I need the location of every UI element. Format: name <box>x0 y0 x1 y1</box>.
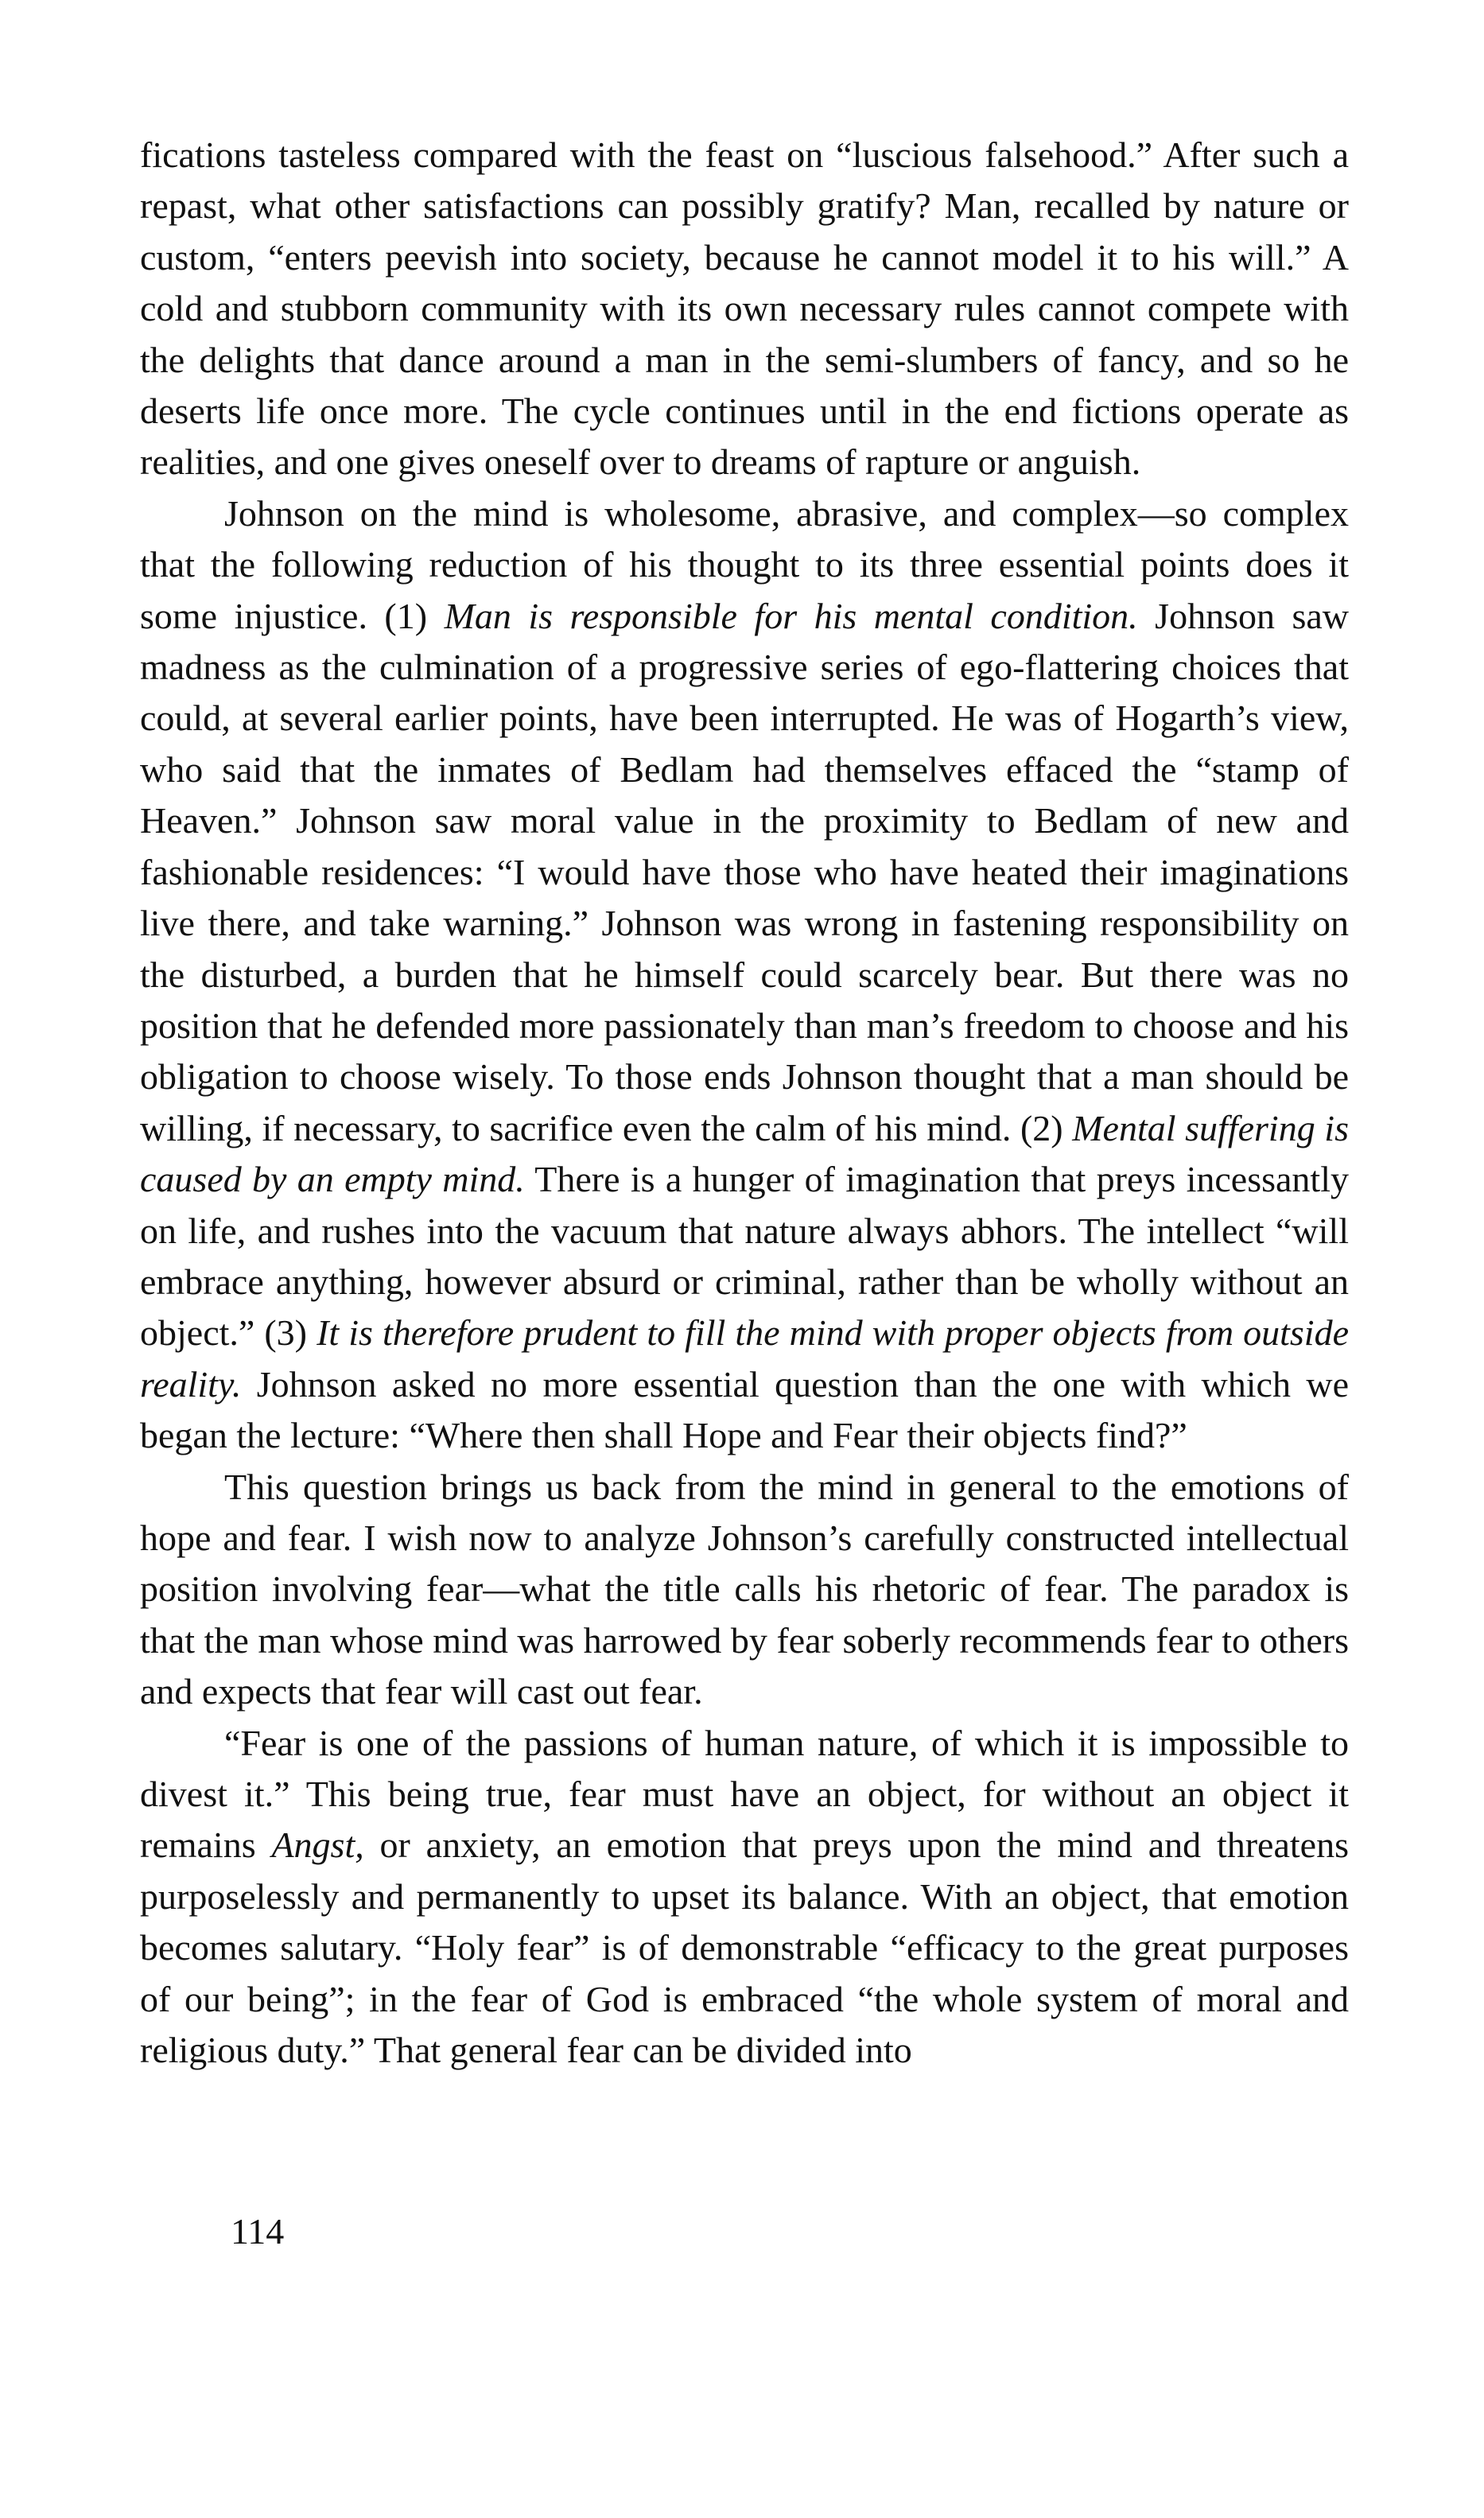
text-run: Johnson on the mind is wholesome, abrasive, and complex—so complex that the following reduction of his thought to its three essential points does it some injustice. (1) <box>140 492 1349 636</box>
text-run: Johnson saw madness as the culmination of a progressive series of ego-flattering choices that could, at several earlier points, have been interrupted. He was of Hogarth’s view, who said that the inmates of Bedlam had themselves effaced the “stamp of Heaven.” Johnson saw moral value in the proximity to Bedlam of new and fashionable residences: “I would have those who have heated their imaginations live there, and take warning.” Johnson was wrong in fastening responsibility on the disturbed, a burden that he himself could scarcely bear. But there was no position that he defended more passionately than man’s freedom to choose and his obligation to choose wisely. To those ends Johnson thought that a man should be willing, if necessary, to sacrifice even the calm of his mind. (2) <box>140 595 1349 1148</box>
page-number: 114 <box>231 2211 285 2252</box>
paragraph-3 <box>140 1462 1349 1718</box>
text-run: fications tasteless compared with the feast on “luscious falsehood.” After such a repast, what other satisfactions can possibly gratify? Man, recalled by nature or custom, “enters peevish into society, because he cannot model it to his will.” A cold and stubborn community with its own necessary rules cannot compete with the delights that dance around a man in the semi-slumbers of fancy, and so he deserts life once more. The cycle continues until in the end fictions operate as realities, and one gives oneself over to dreams of rapture or anguish. <box>140 134 1349 483</box>
text-run: This question brings us back from the mind in general to the emotions of hope and fear. I wish now to analyze Johnson’s carefully constructed intellectual position involving fear—what the title calls his rhetoric of fear. The paradox is that the man whose mind was harrowed by fear soberly recommends fear to others and expects that fear will cast out fear. <box>140 1466 1349 1712</box>
body-text <box>140 130 1349 2076</box>
italic-angst: Angst, <box>271 1824 364 1866</box>
italic-point-1: Man is responsible for his mental condition. <box>444 595 1138 636</box>
italic-point-3: It is therefore prudent to fill the mind with proper objects from outside reality. <box>140 1312 1349 1405</box>
italic-point-2: Mental suffering is caused by an empty mind. <box>140 1107 1349 1200</box>
paragraph-1 <box>140 130 1349 488</box>
text-run: or anxiety, an emotion that preys upon the mind and threatens purposelessly and permanently to upset its balance. With an object, that emotion becomes salutary. “Holy fear” is of demonstrable “efficacy to the great purposes of our being”; in the fear of God is embraced “the whole system of moral and religious duty.” That general fear can be divided into <box>140 1824 1349 2071</box>
text-run: Johnson asked no more essential question than the one with which we began the lecture: “Where then shall Hope and Fear their objects find?” <box>140 1363 1349 1456</box>
text-run: There is a hunger of imagination that preys incessantly on life, and rushes into the vacuum that nature always abhors. The intellect “will embrace anything, however absurd or criminal, rather than be wholly without an object.” (3) <box>140 1159 1349 1354</box>
paragraph-2 <box>140 488 1349 1462</box>
text-run: “Fear is one of the passions of human nature, of which it is impossible to divest it.” This being true, fear must have an object, for without an object it remains <box>140 1722 1349 1866</box>
paragraph-4 <box>140 1718 1349 2077</box>
